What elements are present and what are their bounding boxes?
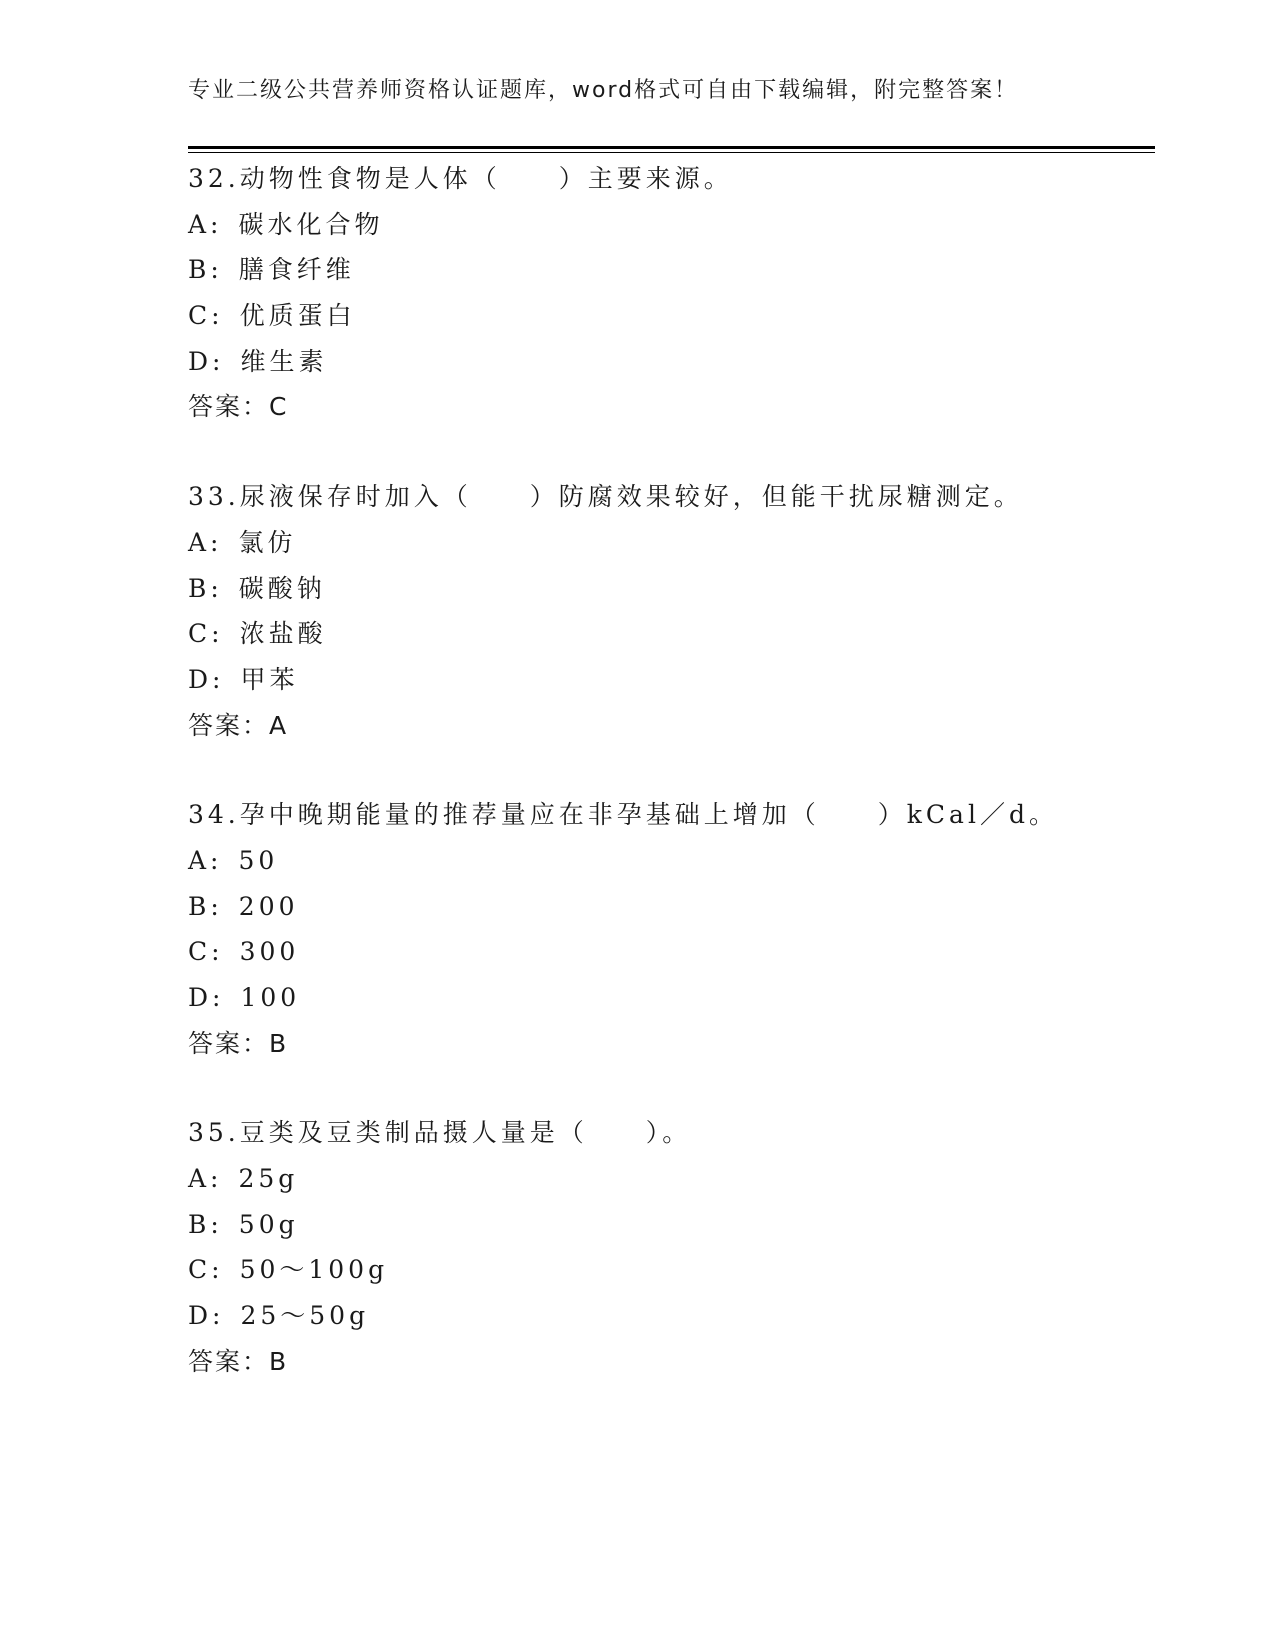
option-key: C:	[188, 937, 224, 967]
option-c	[188, 1247, 1155, 1293]
question-33	[188, 474, 1155, 748]
option-key: A:	[188, 845, 223, 875]
option-key: B:	[188, 573, 223, 603]
option-text: 50	[238, 845, 279, 875]
question-stem: 32.动物性食物是人体（ ）主要来源。	[188, 164, 733, 193]
option-key: C:	[188, 1255, 224, 1285]
option-text: 200	[238, 891, 299, 921]
question-stem: 34.孕中晚期能量的推荐量应在非孕基础上增加（ ）kCal／d。	[188, 800, 1058, 830]
option-a	[188, 838, 1155, 884]
option-b	[188, 566, 1155, 612]
option-b	[188, 884, 1155, 930]
option-key: B:	[188, 1209, 223, 1239]
answer-line: 答案：B	[188, 1028, 289, 1058]
option-a	[188, 1156, 1155, 1202]
option-text: 50g	[238, 1209, 299, 1239]
option-text: 25～50g	[240, 1301, 370, 1331]
option-a	[188, 202, 1155, 248]
option-key: D:	[188, 983, 225, 1012]
answer-line: 答案：C	[188, 392, 289, 422]
option-a	[188, 520, 1155, 566]
question-34	[188, 792, 1155, 1066]
option-b	[188, 1202, 1155, 1248]
option-key: D:	[188, 346, 225, 376]
question-32	[188, 156, 1155, 430]
question-list	[188, 156, 1155, 1385]
option-text: 氯仿	[238, 527, 297, 557]
question-stem: 35.豆类及豆类制品摄人量是（ ）。	[188, 1118, 692, 1148]
option-text: 碳水化合物	[238, 209, 384, 239]
option-text: 甲苯	[240, 664, 299, 694]
option-d	[188, 339, 1155, 385]
option-key: D:	[188, 1301, 225, 1331]
option-d	[188, 657, 1155, 703]
option-key: A:	[188, 209, 223, 239]
option-key: B:	[188, 255, 223, 285]
answer-line: 答案：A	[188, 710, 289, 740]
option-key: B:	[188, 891, 223, 921]
answer-line: 答案：B	[188, 1346, 289, 1376]
option-text: 50～100g	[239, 1255, 389, 1285]
header-rule-thick	[188, 146, 1155, 149]
option-text: 膳食纤维	[238, 255, 355, 285]
option-text: 25g	[238, 1164, 299, 1194]
question-35	[188, 1110, 1155, 1384]
option-d	[188, 1293, 1155, 1339]
option-c	[188, 293, 1155, 339]
page-header: 专业二级公共营养师资格认证题库，word格式可自由下载编辑，附完整答案！	[188, 78, 1019, 103]
option-text: 维生素	[240, 346, 328, 376]
option-key: D:	[188, 664, 225, 694]
option-c	[188, 929, 1155, 975]
option-text: 碳酸钠	[238, 573, 326, 603]
option-d	[188, 975, 1155, 1021]
option-key: A:	[188, 527, 223, 557]
question-stem: 33.尿液保存时加入（ ）防腐效果较好，但能干扰尿糖测定。	[188, 482, 1023, 512]
option-c	[188, 611, 1155, 657]
option-b	[188, 247, 1155, 293]
header-rule-thin	[188, 152, 1155, 153]
option-text: 优质蛋白	[239, 301, 356, 331]
option-text: 100	[240, 983, 301, 1012]
option-text: 300	[239, 937, 300, 967]
option-key: C:	[188, 301, 224, 331]
option-key: C:	[188, 619, 224, 649]
option-text: 浓盐酸	[239, 619, 327, 649]
option-key: A:	[188, 1164, 223, 1194]
